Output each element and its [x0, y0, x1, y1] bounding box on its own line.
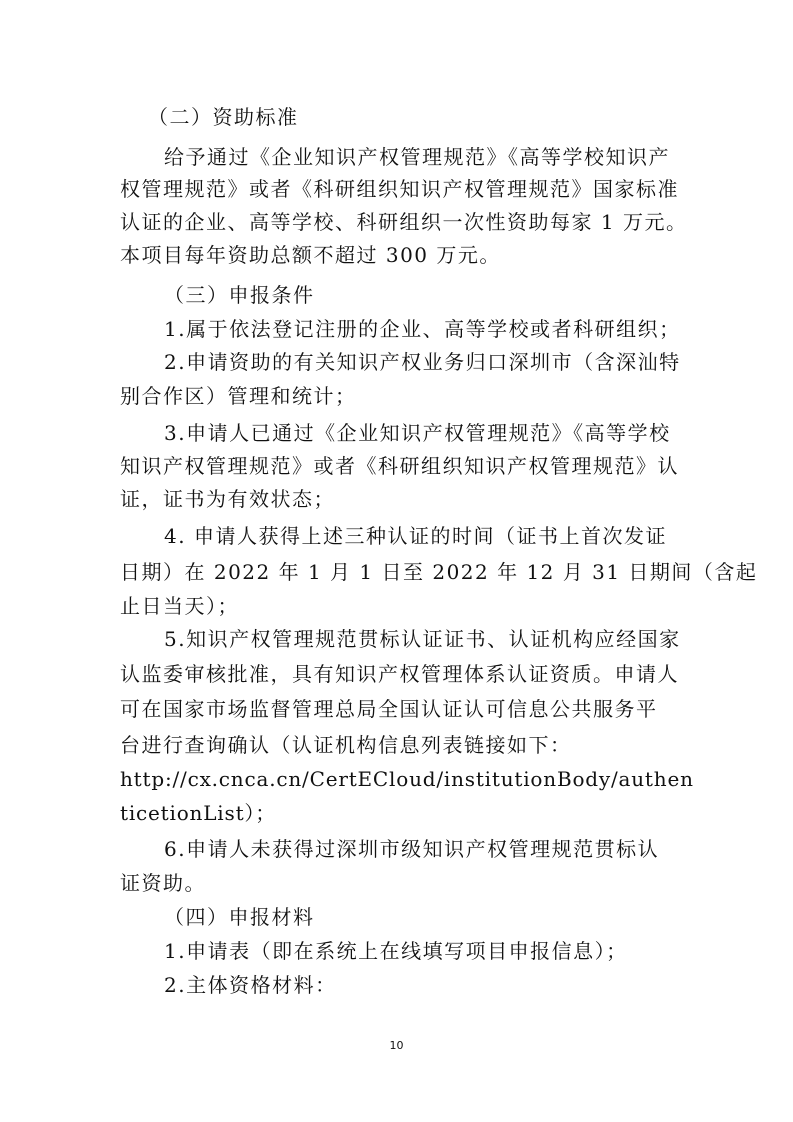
list-item: 4. 申请人获得上述三种认证的时间（证书上首次发证 [164, 524, 667, 548]
paragraph-line: 认证的企业、高等学校、科研组织一次性资助每家 1 万元。 [120, 210, 688, 234]
list-item-continuation: 证，证书为有效状态； [120, 487, 335, 511]
list-item-continuation: 认监委审核批准，具有知识产权管理体系认证资质。申请人 [120, 662, 679, 686]
list-item: 6.申请人未获得过深圳市级知识产权管理规范贯标认 [164, 837, 660, 861]
list-item-continuation: 日期）在 2022 年 1 月 1 日至 2022 年 12 月 31 日期间（含起 [120, 560, 758, 584]
paragraph-line: 本项目每年资助总额不超过 300 万元。 [120, 243, 501, 267]
section-heading-funding-standard: （二）资助标准 [148, 105, 299, 129]
list-item-continuation: 台进行查询确认（认证机构信息列表链接如下： [120, 733, 572, 757]
list-item-continuation: 可在国家市场监督管理总局全国认证认可信息公共服务平 [120, 697, 658, 721]
list-item: 5.知识产权管理规范贯标认证证书、认证机构应经国家 [164, 627, 681, 651]
list-item: 1.属于依法登记注册的企业、高等学校或者科研组织； [164, 317, 681, 341]
list-item-continuation: 别合作区）管理和统计； [120, 384, 357, 408]
paragraph-line: 给予通过《企业知识产权管理规范》《高等学校知识产 [164, 145, 670, 169]
list-item-continuation: 止日当天）； [120, 594, 239, 618]
list-item: 2.主体资格材料： [164, 973, 337, 997]
list-item: 2.申请资助的有关知识产权业务归口深圳市（含深汕特 [164, 350, 681, 374]
list-item-continuation: 知识产权管理规范》或者《科研组织知识产权管理规范》认 [120, 454, 679, 478]
list-item: 3.申请人已通过《企业知识产权管理规范》《高等学校 [164, 421, 671, 445]
section-heading-application-conditions: （三）申报条件 [164, 283, 315, 307]
url-text: ticetionList）； [120, 801, 277, 825]
paragraph-line: 权管理规范》或者《科研组织知识产权管理规范》国家标准 [120, 177, 679, 201]
section-heading-application-materials: （四）申报材料 [164, 905, 315, 929]
page-number: 10 [389, 1039, 404, 1052]
list-item-continuation: 证资助。 [120, 871, 206, 895]
url-text: http://cx.cnca.cn/CertECloud/institutionBody/authen [120, 767, 694, 791]
list-item: 1.申请表（即在系统上在线填写项目申报信息）； [164, 939, 628, 963]
